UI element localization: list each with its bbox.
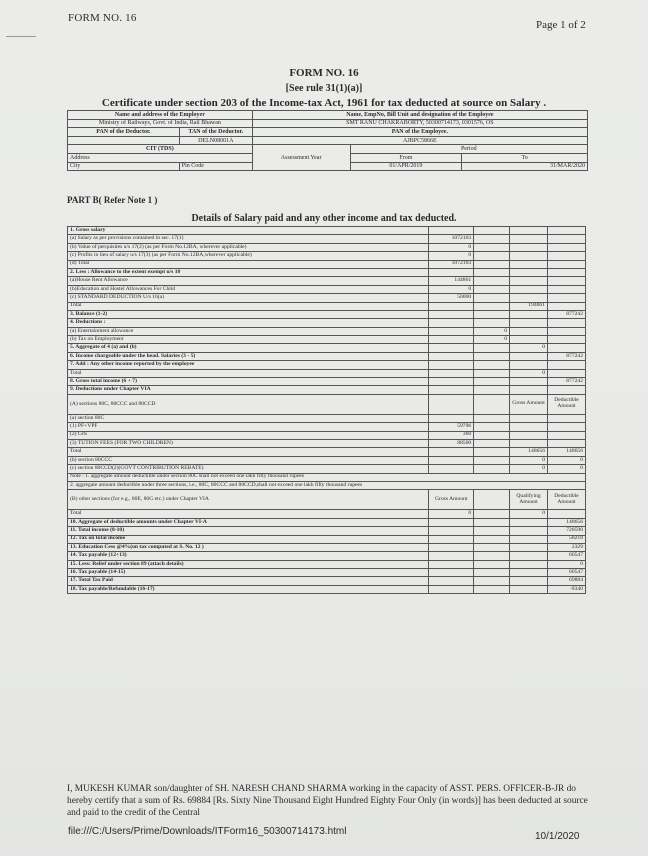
row-value: -9340 [548, 585, 586, 593]
row-label: Total [68, 302, 429, 310]
row-value: 59796 [429, 423, 474, 431]
certificate-heading: Certificate under section 203 of the Income-tax Act, 1961 for tax deducted at source on Salary . [101, 97, 547, 109]
row-label: 9. Deductions under Chapter VIA [68, 386, 429, 394]
row-label: 11. Total income (8-10) [68, 527, 429, 535]
form-title: FORM NO. 16 [289, 67, 359, 79]
tan-deductor-value: DELN08001A [179, 136, 252, 145]
row-value: 0 [510, 369, 548, 377]
row-label: (c) Profits in lieu of salary u/s 17(3) (as per Form No.12BA,wherever applicable) [68, 252, 429, 260]
page-edge-mark [6, 36, 36, 37]
pan-employee-value: AJBPC5866E [252, 136, 587, 145]
form-rule: [See rule 31(1)(a)] [285, 83, 363, 94]
employer-name: Ministry of Railways, Govt. of India, Rail Bhawan [68, 119, 253, 128]
row-label: (a) section 80C [68, 414, 429, 422]
row-label: Total [68, 369, 429, 377]
row-label: (1) PF+VPF [68, 423, 429, 431]
row-label: (b) Tax on Employment [68, 336, 429, 344]
row-label: (B) other sections (for e.g., 80E, 80G etc.) under Chapter VIA [68, 490, 429, 510]
row-value: 0 [548, 560, 586, 568]
assessment-year-label: Assessment Year [252, 145, 350, 171]
row-label: (a) Entertainment allowance [68, 327, 429, 335]
row-label: 4. Deductions : [68, 319, 429, 327]
row-value: 0 [429, 510, 474, 518]
note-1: Note : 1. aggregate amount deductible under section 80C shall not exceed one lakh fifty thousand rupees [68, 473, 586, 481]
employer-header: Name and address of the Employer [68, 111, 253, 120]
row-value: 0 [510, 465, 548, 473]
period-to: 31/MAR/2020 [462, 162, 588, 171]
row-value: 60547 [548, 552, 586, 560]
deductible-amount-header: Deductible Amount [548, 394, 586, 414]
row-value: 148656 [548, 518, 586, 526]
employee-header: Name, EmpNo, Bill Unit and designation of the Employee [252, 111, 587, 120]
row-value: 0 [548, 465, 586, 473]
footer-file-url: file:///C:/Users/Prime/Downloads/ITForm16_50300714173.html [68, 826, 347, 837]
row-value: 0 [429, 252, 474, 260]
row-value: 194861 [510, 302, 548, 310]
row-value: 88500 [429, 439, 474, 447]
row-label: 16. Tax payable (14-15) [68, 569, 429, 577]
city-label: City [68, 162, 180, 171]
row-label: (d) Total [68, 260, 429, 268]
cit-header: CIT (TDS) [68, 145, 253, 154]
row-value: 0 [548, 456, 586, 464]
address-label: Address [68, 153, 253, 162]
row-label: (b) Value of perquisites u/s 17(2) (as per Form No.12BA, wherever applicable) [68, 243, 429, 251]
gross-amount-header: Gross Amount [510, 394, 548, 414]
row-value: 0 [510, 456, 548, 464]
to-label: To [462, 153, 588, 162]
row-label: 2. Less : Allowance to the extent exempt u/s 10 [68, 268, 429, 276]
row-value: 0 [510, 510, 548, 518]
row-value: 1072103 [429, 235, 474, 243]
row-label: Total [68, 510, 429, 518]
row-label: 3. Balance (1-2) [68, 310, 429, 318]
row-value: 877242 [548, 352, 586, 360]
row-label: 12. Tax on total income [68, 535, 429, 543]
row-value: 0 [429, 243, 474, 251]
row-value: 728590 [548, 527, 586, 535]
row-value: 0 [474, 336, 510, 344]
row-label: 1. Gross salary [68, 227, 429, 235]
row-value: 360 [429, 431, 474, 439]
row-label: 17. Total Tax Paid [68, 577, 429, 585]
row-value: 877242 [548, 378, 586, 386]
row-label: 13. Education Cess @4%(on tax computed at S. No. 12 ) [68, 543, 429, 551]
row-value: 148656 [510, 448, 548, 456]
form-number-header: FORM NO. 16 [68, 12, 137, 24]
from-label: From [350, 153, 462, 162]
period-from: 01/APR/2019 [350, 162, 462, 171]
page-number: Page 1 of 2 [536, 19, 586, 31]
employee-name: SMT RANU CHAKRABORTY, 50300714173, 0301576, OS [252, 119, 587, 128]
row-value: 60547 [548, 569, 586, 577]
salary-details-table [67, 226, 586, 594]
row-label: 10. Aggregate of deductible amounts under Chapter VI-A [68, 518, 429, 526]
row-label: 15. Less: Relief under section 89 (attach details) [68, 560, 429, 568]
period-header: Period [350, 145, 587, 154]
row-value: 58218 [548, 535, 586, 543]
row-label: (A) sections 80C, 80CCC and 80CCD [68, 394, 429, 414]
tan-deductor-header: TAN of the Deductor. [179, 128, 252, 137]
row-value: 69884 [548, 577, 586, 585]
row-value: 148656 [548, 448, 586, 456]
row-label: (2) GIS [68, 431, 429, 439]
pan-deductor-header: PAN of the Deductor. [68, 128, 180, 137]
row-value: 2329 [548, 543, 586, 551]
gross-amount-header-b: Gross Amount [429, 490, 474, 510]
row-label: (c) STANDARD DEDUCTION U/s 16(a) [68, 294, 429, 302]
footer-date: 10/1/2020 [535, 831, 580, 842]
row-value: 0 [474, 327, 510, 335]
deductible-amount-header-b: Deductible Amount [548, 490, 586, 510]
row-label: 5. Aggregate of 4 (a) and (b) [68, 344, 429, 352]
row-label: 8. Gross total income (6 + 7) [68, 378, 429, 386]
row-value: 144861 [429, 277, 474, 285]
row-value: 50000 [429, 294, 474, 302]
row-label: (b) section 80CCC [68, 456, 429, 464]
employer-employee-table [67, 110, 588, 171]
row-label: (c) section 80CCD(2)(GOVT CONTRIBUTION REBATE) [68, 465, 429, 473]
row-label: 18. Tax payable/Refundable (16-17) [68, 585, 429, 593]
salary-details-title: Details of Salary paid and any other income and tax deducted. [191, 213, 457, 224]
row-label: (a) Salary as per provisions contained in sec. 17(1) [68, 235, 429, 243]
part-b-heading: PART B( Refer Note 1 ) [67, 195, 158, 205]
pan-deductor-value [68, 136, 180, 145]
row-label: 7. Add : Any other income reported by the employee [68, 361, 429, 369]
row-label: 6. Income chargeable under the head. Salaries (3 - 5) [68, 352, 429, 360]
row-value: 1072103 [429, 260, 474, 268]
declaration-text: I, MUKESH KUMAR son/daughter of SH. NARESH CHAND SHARMA working in the capacity of ASST. PERS. OFFICER-B-JR do hereby certify that a sum of Rs. 69884 [Rs. Sixty Nine Thousand Eight Hundred Eighty Four Only (in words)] has been deducted at source and paid to the credit of the Central [67, 784, 588, 818]
pin-code-label: Pin Code [179, 162, 252, 171]
note-2: 2. aggregate amount deductible under three sections, i.e., 80C, 80CCC and 80CCD,shall not exceed one lakh fifty thousand rupees [68, 481, 586, 489]
row-value: 0 [429, 285, 474, 293]
pan-employee-header: PAN of the Employee. [252, 128, 587, 137]
row-label: Total [68, 448, 429, 456]
row-label: (b)Education and Hostel Allowances For Child [68, 285, 429, 293]
qualifying-amount-header: Qualifying Amount [510, 490, 548, 510]
row-value: 0 [510, 344, 548, 352]
row-label: 14. Tax payable (12+13) [68, 552, 429, 560]
row-value: 877242 [548, 310, 586, 318]
row-label: (3) TUTION FEES (FOR TWO CHILDREN) [68, 439, 429, 447]
row-label: (a)House Rent Allowance [68, 277, 429, 285]
